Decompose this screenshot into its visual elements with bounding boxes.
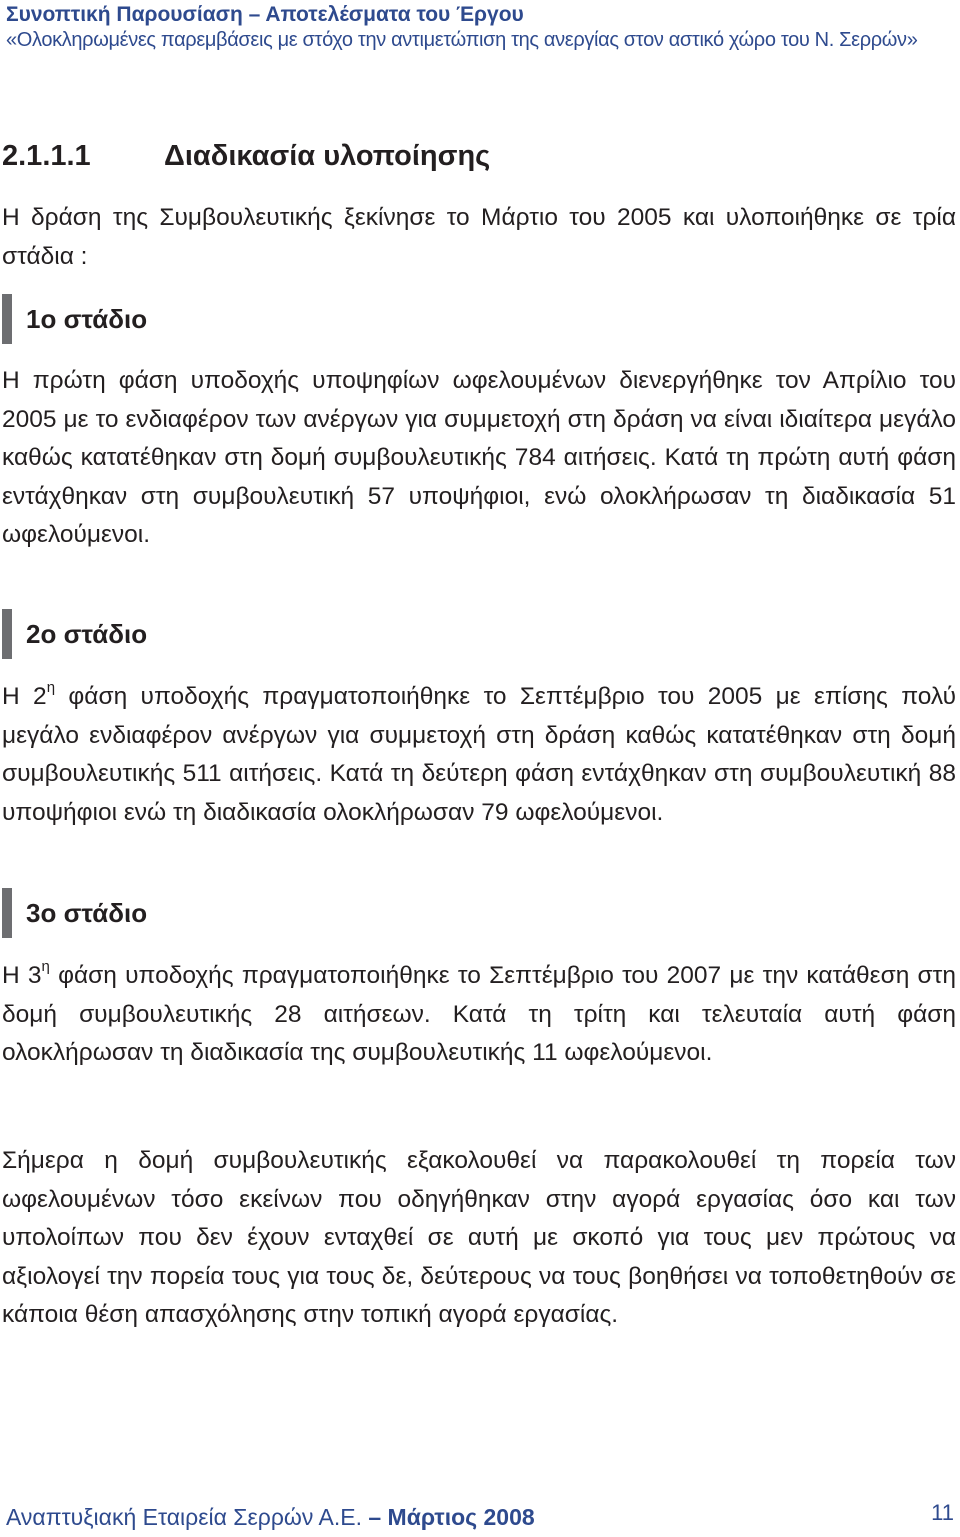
- stage-1-label: 1ο στάδιο: [26, 303, 148, 334]
- section-heading: [2, 138, 490, 174]
- stage-3-paragraph: [2, 957, 956, 1073]
- stage-2-label: 2ο στάδιο: [26, 618, 148, 649]
- stage-3-text-start: Η 3: [2, 962, 42, 989]
- stage-1-heading: [2, 294, 147, 344]
- closing-paragraph: Σήμερα η δομή συμβουλευτικής εξακολουθεί να παρακολουθεί τη πορεία των ωφελουμένων τόσο εκείνων που οδηγήθηκαν στην αγορά εργασίας όσο και των υπολοίπων που δεν έχουν ενταχθεί σε αυτή με σκοπό για τους μεν πρώτους να αξιολογεί την πορεία τους για τους δε, δεύτερους να τους βοηθήσει να τοποθετηθούν σε κάποια θέση απασχόλησης στην τοπική αγορά εργασίας.: [2, 1147, 956, 1328]
- stage-3-heading: [2, 888, 147, 938]
- stage-3-label: 3ο στάδιο: [26, 897, 148, 928]
- stage-3-text-rest: φάση υποδοχής πραγματοποιήθηκε το Σεπτέμβριο του 2007 με την κατάθεση στη δομή συμβουλευτικής 28 αιτήσεων. Κατά τη τρίτη και τελευταία αυτή φάση ολοκλήρωσαν τη διαδικασία της συμβουλευτικής 11 ωφελούμενοι.: [2, 962, 956, 1066]
- footer-text: [6, 1504, 535, 1531]
- header-subtitle: «Ολοκληρωμένες παρεμβάσεις με στόχο την αντιμετώπιση της ανεργίας στον αστικό χώρο του Ν. Σερρών»: [6, 29, 918, 51]
- stage-marker-bar: [2, 294, 12, 344]
- stage-2-paragraph: [2, 678, 956, 832]
- footer-date: Μάρτιος 2008: [387, 1504, 535, 1530]
- stage-marker-bar: [2, 609, 12, 659]
- page-number: 11: [931, 1500, 954, 1525]
- stage-2-text-start: Η 2: [2, 683, 47, 710]
- stage-1-paragraph: Η πρώτη φάση υποδοχής υποψηφίων ωφελουμένων διενεργήθηκε τον Απρίλιο του 2005 με το ενδιαφέρον των ανέργων για συμμετοχή στη δράση να είναι ιδιαίτερα μεγάλο καθώς κατατέθηκαν στη δομή συμβουλευτικής 784 αιτήσεις. Κατά τη πρώτη αυτή φάση εντάχθηκαν στη συμβουλευτική 57 υποψήφιοι, ενώ ολοκλήρωσαν τη διαδικασία 51 ωφελούμενοι.: [2, 367, 956, 548]
- section-number: 2.1.1.1: [2, 140, 91, 172]
- stage-2-ordinal: η: [46, 678, 56, 696]
- stage-marker-bar: [2, 888, 12, 938]
- stage-2-heading: [2, 609, 147, 659]
- intro-paragraph: Η δράση της Συμβουλευτικής ξεκίνησε το Μάρτιο του 2005 και υλοποιήθηκε σε τρία στάδια :: [2, 204, 956, 270]
- header-title: Συνοπτική Παρουσίαση – Αποτελέσματα του Έργου: [6, 3, 524, 26]
- page-footer: [0, 1500, 960, 1537]
- page-header: [6, 2, 956, 53]
- stage-2-text-rest: φάση υποδοχής πραγματοποιήθηκε το Σεπτέμβριο του 2005 με επίσης πολύ μεγάλο ενδιαφέρον ανέργων για συμμετοχή στη δράση καθώς κατατέθηκαν στη δομή συμβουλευτικής 511 αιτήσεις. Κατά τη δεύτερη φάση εντάχθηκαν στη συμβουλευτική 88 υποψήφιοι ενώ τη διαδικασία ολοκλήρωσαν 79 ωφελούμενοι.: [2, 683, 956, 826]
- footer-organization: Αναπτυξιακή Εταιρεία Σερρών Α.Ε.: [6, 1504, 362, 1530]
- footer-separator: –: [361, 1504, 388, 1530]
- section-title: Διαδικασία υλοποίησης: [164, 140, 491, 172]
- stage-3-ordinal: η: [41, 957, 50, 975]
